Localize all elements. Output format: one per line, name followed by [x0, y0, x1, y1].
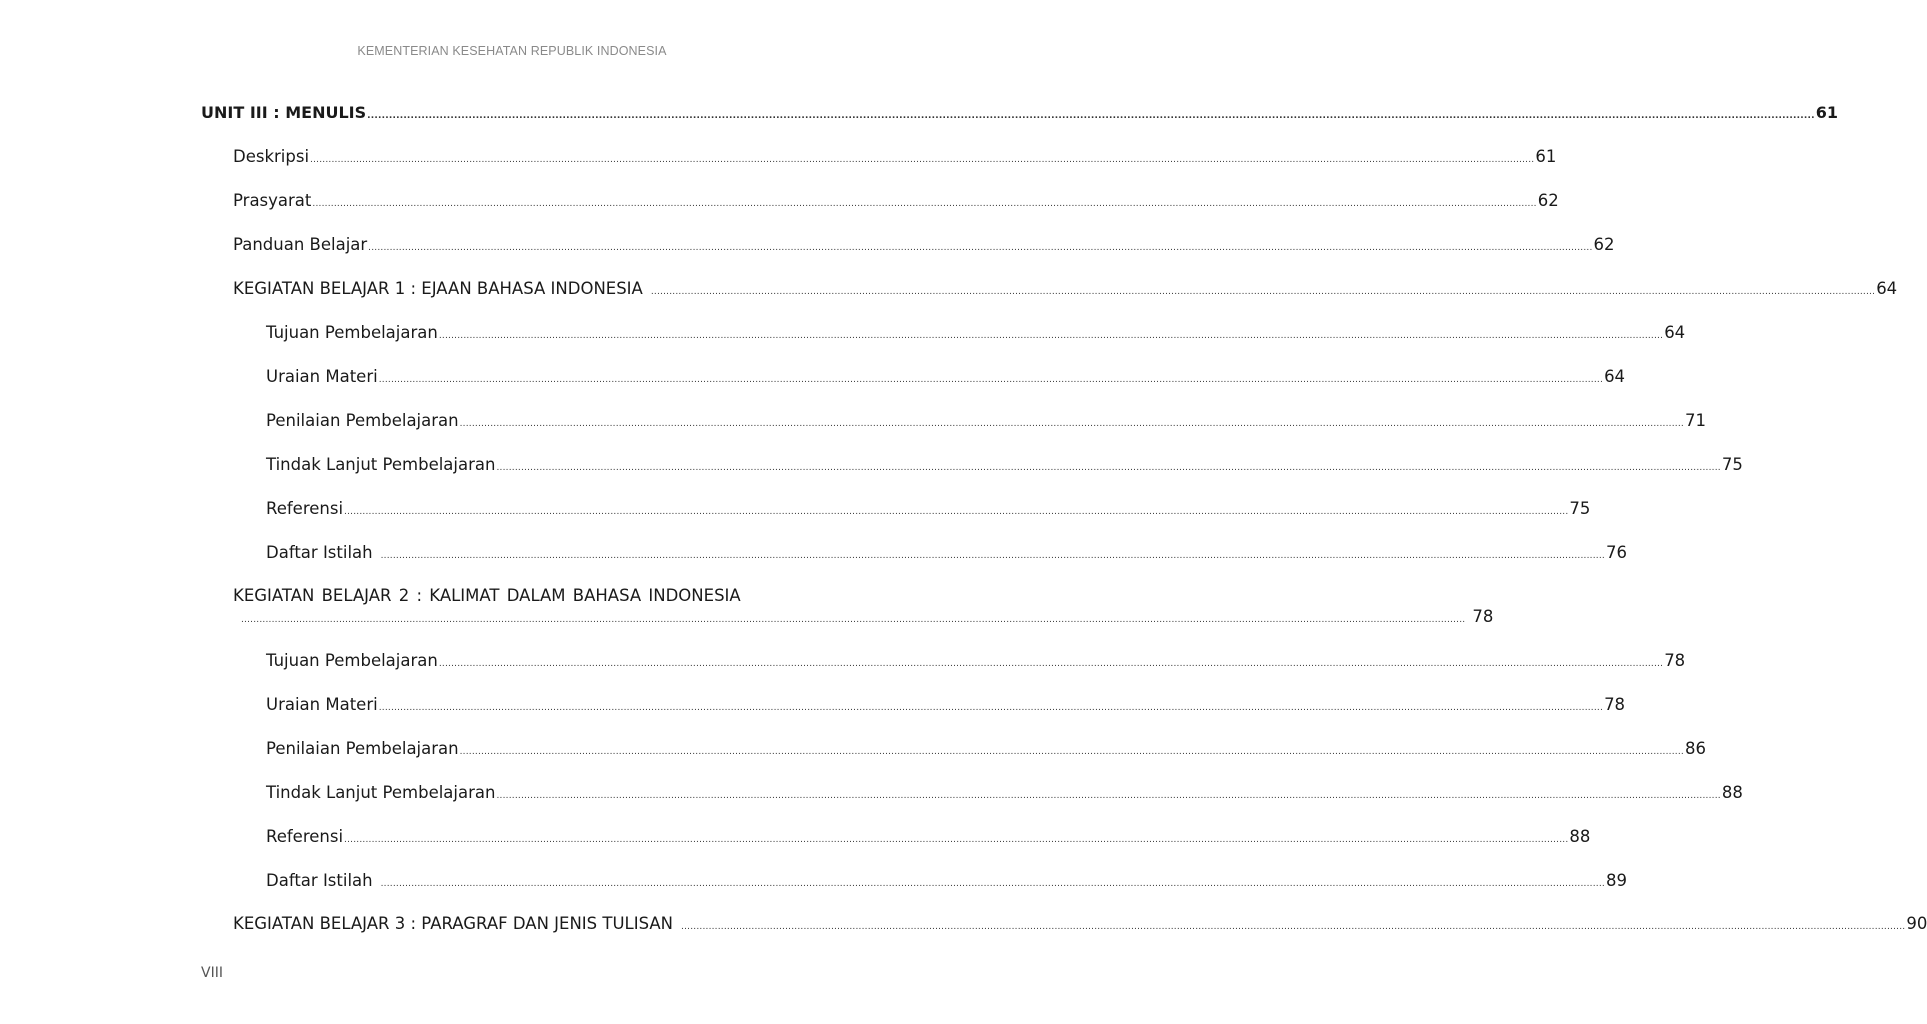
toc-entry-title: Tujuan Pembelajaran	[266, 651, 438, 670]
toc-leader-dots: ................................................................................................................................................................................................................................................................................................................................................................................................................	[368, 243, 1593, 253]
toc-entry-title-wrapped[interactable]: KEGIATAN BELAJAR 2 : KALIMAT DALAM BAHASA INDONESIA	[233, 586, 741, 605]
toc-leader-dots: ................................................................................................................................................................................................................................................................................................................................................................................................................	[380, 879, 1605, 889]
toc-entry-title: Prasyarat	[233, 191, 312, 210]
toc-entry-title: KEGIATAN BELAJAR 1 : EJAAN BAHASA INDONESIA	[233, 279, 643, 298]
toc-leader-dots: ................................................................................................................................................................................................................................................................................................................................................................................................................	[367, 111, 1815, 121]
toc-entry[interactable]	[266, 651, 1686, 674]
toc-entry-title: Penilaian Pembelajaran	[266, 411, 459, 430]
toc-entry[interactable]	[233, 235, 1615, 258]
running-header: KEMENTERIAN KESEHATAN REPUBLIK INDONESIA	[357, 44, 667, 58]
toc-entry-title: Panduan Belajar	[233, 235, 368, 254]
toc-entry-page: 90	[1906, 914, 1927, 933]
toc-leader-dots: ................................................................................................................................................................................................................................................................................................................................................................................................................	[241, 615, 1466, 625]
toc-leader-dots: ................................................................................................................................................................................................................................................................................................................................................................................................................	[344, 835, 1569, 845]
toc-entry-kegiatan[interactable]	[240, 607, 1494, 630]
toc-entry-title: Referensi	[266, 827, 344, 846]
toc-leader-dots: ................................................................................................................................................................................................................................................................................................................................................................................................................	[344, 507, 1569, 517]
toc-leader-dots: ................................................................................................................................................................................................................................................................................................................................................................................................................	[312, 199, 1537, 209]
toc-entry[interactable]	[233, 191, 1559, 214]
toc-entry[interactable]	[266, 323, 1686, 346]
toc-leader-dots: ................................................................................................................................................................................................................................................................................................................................................................................................................	[438, 331, 1664, 341]
toc-entry[interactable]	[266, 499, 1591, 522]
toc-leader-dots: ................................................................................................................................................................................................................................................................................................................................................................................................................	[378, 703, 1604, 713]
toc-entry-title: Uraian Materi	[266, 695, 378, 714]
toc-entry-page: 75	[1569, 499, 1591, 518]
toc-entry-page: 89	[1605, 871, 1627, 890]
toc-entry[interactable]	[266, 695, 1626, 718]
toc-entry-kegiatan[interactable]	[233, 914, 1927, 937]
toc-entry[interactable]	[266, 367, 1626, 390]
toc-entry-page: 71	[1684, 411, 1706, 430]
toc-leader-dots: ................................................................................................................................................................................................................................................................................................................................................................................................................	[650, 287, 1876, 297]
toc-entry-page: 78	[1604, 695, 1626, 714]
toc-entry-page: 88	[1569, 827, 1591, 846]
toc-entry-page: 64	[1664, 323, 1686, 342]
toc-entry-title: Tindak Lanjut Pembelajaran	[266, 783, 496, 802]
toc-entry[interactable]	[266, 455, 1743, 478]
toc-leader-dots: ................................................................................................................................................................................................................................................................................................................................................................................................................	[496, 463, 1721, 473]
toc-entry[interactable]	[266, 827, 1591, 850]
toc-leader-dots: ................................................................................................................................................................................................................................................................................................................................................................................................................	[496, 791, 1721, 801]
toc-entry-page: 61	[1535, 147, 1557, 166]
toc-entry-title: Deskripsi	[233, 147, 310, 166]
toc-entry-page: 78	[1472, 607, 1494, 626]
toc-entry-title: Penilaian Pembelajaran	[266, 739, 459, 758]
toc-entry-page: 75	[1721, 455, 1743, 474]
toc-entry-page: 86	[1684, 739, 1706, 758]
toc-leader-dots: ................................................................................................................................................................................................................................................................................................................................................................................................................	[459, 747, 1684, 757]
toc-entry-title: Tindak Lanjut Pembelajaran	[266, 455, 496, 474]
toc-entry-title: Daftar Istilah	[266, 543, 373, 562]
toc-leader-dots: ................................................................................................................................................................................................................................................................................................................................................................................................................	[378, 375, 1604, 385]
toc-leader-dots: ................................................................................................................................................................................................................................................................................................................................................................................................................	[380, 551, 1605, 561]
toc-entry[interactable]	[233, 147, 1557, 170]
page-number: VIII	[201, 965, 223, 981]
toc-leader-dots: ................................................................................................................................................................................................................................................................................................................................................................................................................	[681, 922, 1906, 932]
toc-entry[interactable]	[266, 783, 1743, 806]
toc-entry-page: 62	[1593, 235, 1615, 254]
toc-entry[interactable]	[266, 411, 1706, 434]
toc-entry-page: 64	[1876, 279, 1898, 298]
toc-leader-dots: ................................................................................................................................................................................................................................................................................................................................................................................................................	[459, 419, 1684, 429]
toc-entry[interactable]	[266, 871, 1627, 894]
toc-entry-page: 62	[1537, 191, 1559, 210]
toc-entry-page: 78	[1664, 651, 1686, 670]
toc-entry-kegiatan[interactable]	[233, 279, 1898, 302]
toc-entry-page: 88	[1721, 783, 1743, 802]
toc-entry-page: 76	[1605, 543, 1627, 562]
toc-entry-unit[interactable]	[201, 103, 1838, 126]
toc-leader-dots: ................................................................................................................................................................................................................................................................................................................................................................................................................	[310, 155, 1535, 165]
toc-entry[interactable]	[266, 543, 1627, 566]
toc-entry-page: 61	[1815, 103, 1838, 122]
toc-entry-title: Daftar Istilah	[266, 871, 373, 890]
toc-entry[interactable]	[266, 739, 1706, 762]
toc-leader-dots: ................................................................................................................................................................................................................................................................................................................................................................................................................	[438, 659, 1664, 669]
toc-entry-title: KEGIATAN BELAJAR 3 : PARAGRAF DAN JENIS TULISAN	[233, 914, 674, 933]
toc-entry-title: Tujuan Pembelajaran	[266, 323, 438, 342]
toc-entry-page: 64	[1604, 367, 1626, 386]
toc-entry-title: Uraian Materi	[266, 367, 378, 386]
toc-entry-title: Referensi	[266, 499, 344, 518]
toc-entry-title: UNIT III : MENULIS	[201, 103, 367, 122]
